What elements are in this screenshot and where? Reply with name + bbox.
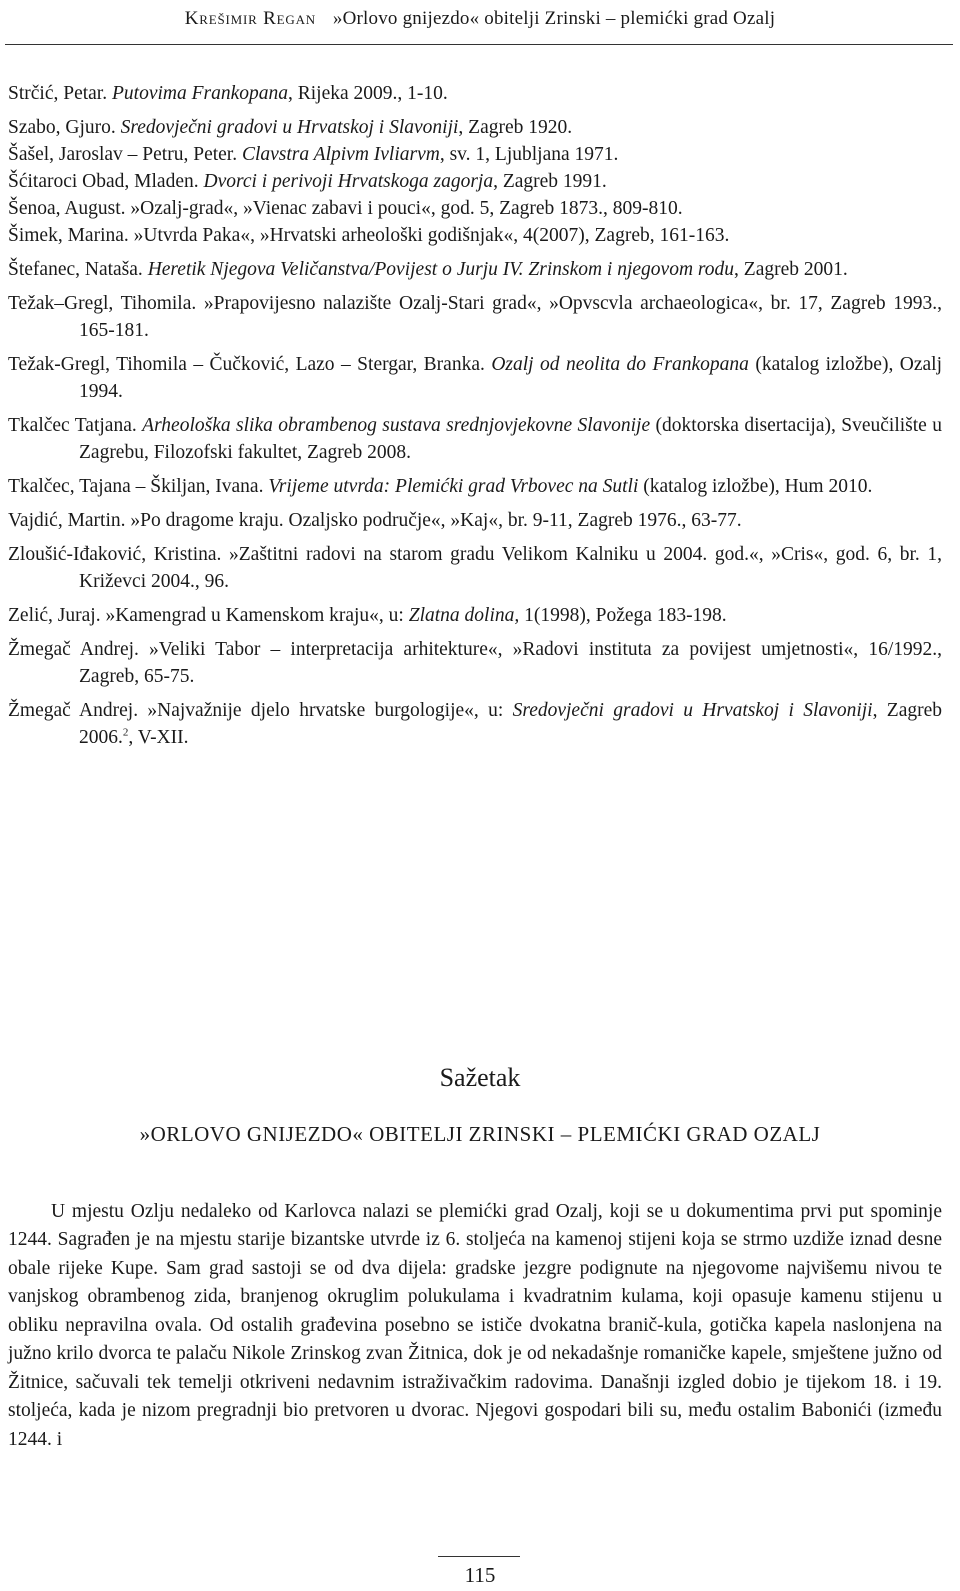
summary-heading: Sažetak [439,1063,521,1092]
bibliography-entry: Szabo, Gjuro. Sredovječni gradovi u Hrvatskoj i Slavoniji, Zagreb 1920. [8,117,573,138]
bibliography-entry: Šašel, Jaroslav – Petru, Peter. Clavstra Alpivm Ivliarvm, sv. 1, Ljubljana 1971. [8,144,619,165]
summary-paragraph: U mjestu Ozlju nedaleko od Karlovca nalazi se plemićki grad Ozalj, koji se u dokumentima prvi put spominje 1244. Sagrađen je na mjestu starije bizantske utvrde iz 6. stoljeća na kamenoj stijeni koja se strmo uzdiže iznad desne obale rijeke Kupe. Sam grad sastoji se od dva dijela: gradske jezgre podignute na njegovome najvišemu nivou te vanjskog obrambenog zida, branjenog okruglim polukulama i kvadratnim kulama, koji opasuje kamenu stijenu u obliku nepravilna ovala. Od ostalih građevina posebno se ističe dvokatna branič-kula, gotička kapela naslonjena na južno krilo dvorca te palaču Nikole Zrinskog zvan Žitnica, dok je od nekadašnje romaničke kapele, smještene južno od Žitnice, sačuvali tek temelji otkriveni nedavnim istraživačkim radovima. Današnji izgled dobio je tijekom 18. i 19. stoljeća, kada je nizom pregradnji bio pretvoren u dvorac. Njegovi gospodari bili su, među ostalim Babonići (između 1244. i [8,1200,942,1450]
bibliography-entry: Težak–Gregl, Tihomila. »Prapovijesno nalazište Ozalj-Stari grad«, »Opvscvla archaeologica«, br. 17, Zagreb 1993., 165-181. [8,293,942,341]
bibliography-entry: Zelić, Juraj. »Kamengrad u Kamenskom kraju«, u: Zlatna dolina, 1(1998), Požega 183-198. [8,605,727,626]
running-header-author: Krešimir Regan [184,8,316,29]
page-number: 115 [464,1563,496,1587]
footer-divider [438,1556,520,1557]
bibliography-entry: Tkalčec, Tajana – Škiljan, Ivana. Vrijeme utvrda: Plemićki grad Vrbovec na Sutli (katalog izložbe), Hum 2010. [8,476,873,497]
bibliography-list [8,80,942,758]
summary-title: »ORLOVO GNIJEZDO« OBITELJI ZRINSKI – PLEMIĆKI GRAD OZALJ [139,1122,821,1146]
bibliography-entry: Tkalčec Tatjana. Arheološka slika obrambenog sustava srednjovjekovne Slavonije (doktorska disertacija), Sveučilište u Zagrebu, Filozofski fakultet, Zagreb 2008. [8,415,942,463]
bibliography-entry: Žmegač Andrej. »Najvažnije djelo hrvatske burgologije«, u: Sredovječni gradovi u Hrvatskoj i Slavoniji, Zagreb 2006.$^2$, V-XII. [8,700,943,748]
bibliography-entry: Šenoa, August. »Ozalj-grad«, »Vienac zabavi i pouci«, god. 5, Zagreb 1873., 809-810. [8,198,683,219]
bibliography-entry: Šćitaroci Obad, Mladen. Dvorci i perivoji Hrvatskoga zagorja, Zagreb 1991. [8,171,607,192]
bibliography-entry: Težak-Gregl, Tihomila – Čučković, Lazo – Stergar, Branka. Ozalj od neolita do Frankopana (katalog izložbe), Ozalj 1994. [8,354,942,402]
bibliography-entry: Vajdić, Martin. »Po dragome kraju. Ozaljsko područje«, »Kaj«, br. 9-11, Zagreb 1976., 63-77. [8,510,742,531]
bibliography-entry: Štefanec, Nataša. Heretik Njegova Veličanstva/Povijest o Jurju IV. Zrinskom i njegovom rodu, Zagreb 2001. [8,259,848,280]
bibliography-entry: Šimek, Marina. »Utvrda Paka«, »Hrvatski arheološki godišnjak«, 4(2007), Zagreb, 161-163. [8,225,730,246]
bibliography-entry: Strčić, Petar. Putovima Frankopana, Rijeka 2009., 1-10. [8,83,448,104]
running-header [0,8,960,30]
bibliography-entry: Zloušić-Iđaković, Kristina. »Zaštitni radovi na starom gradu Velikom Kalniku u 2004. god.«, »Cris«, god. 6, br. 1, Križevci 2004., 96. [8,544,942,592]
running-header-title: »Orlovo gnijezdo« obitelji Zrinski – plemićki grad Ozalj [332,8,776,29]
bibliography-entry: Žmegač Andrej. »Veliki Tabor – interpretacija arhitekture«, »Radovi instituta za povijest umjetnosti«, 16/1992., Zagreb, 65-75. [8,639,942,687]
header-divider [5,44,953,45]
